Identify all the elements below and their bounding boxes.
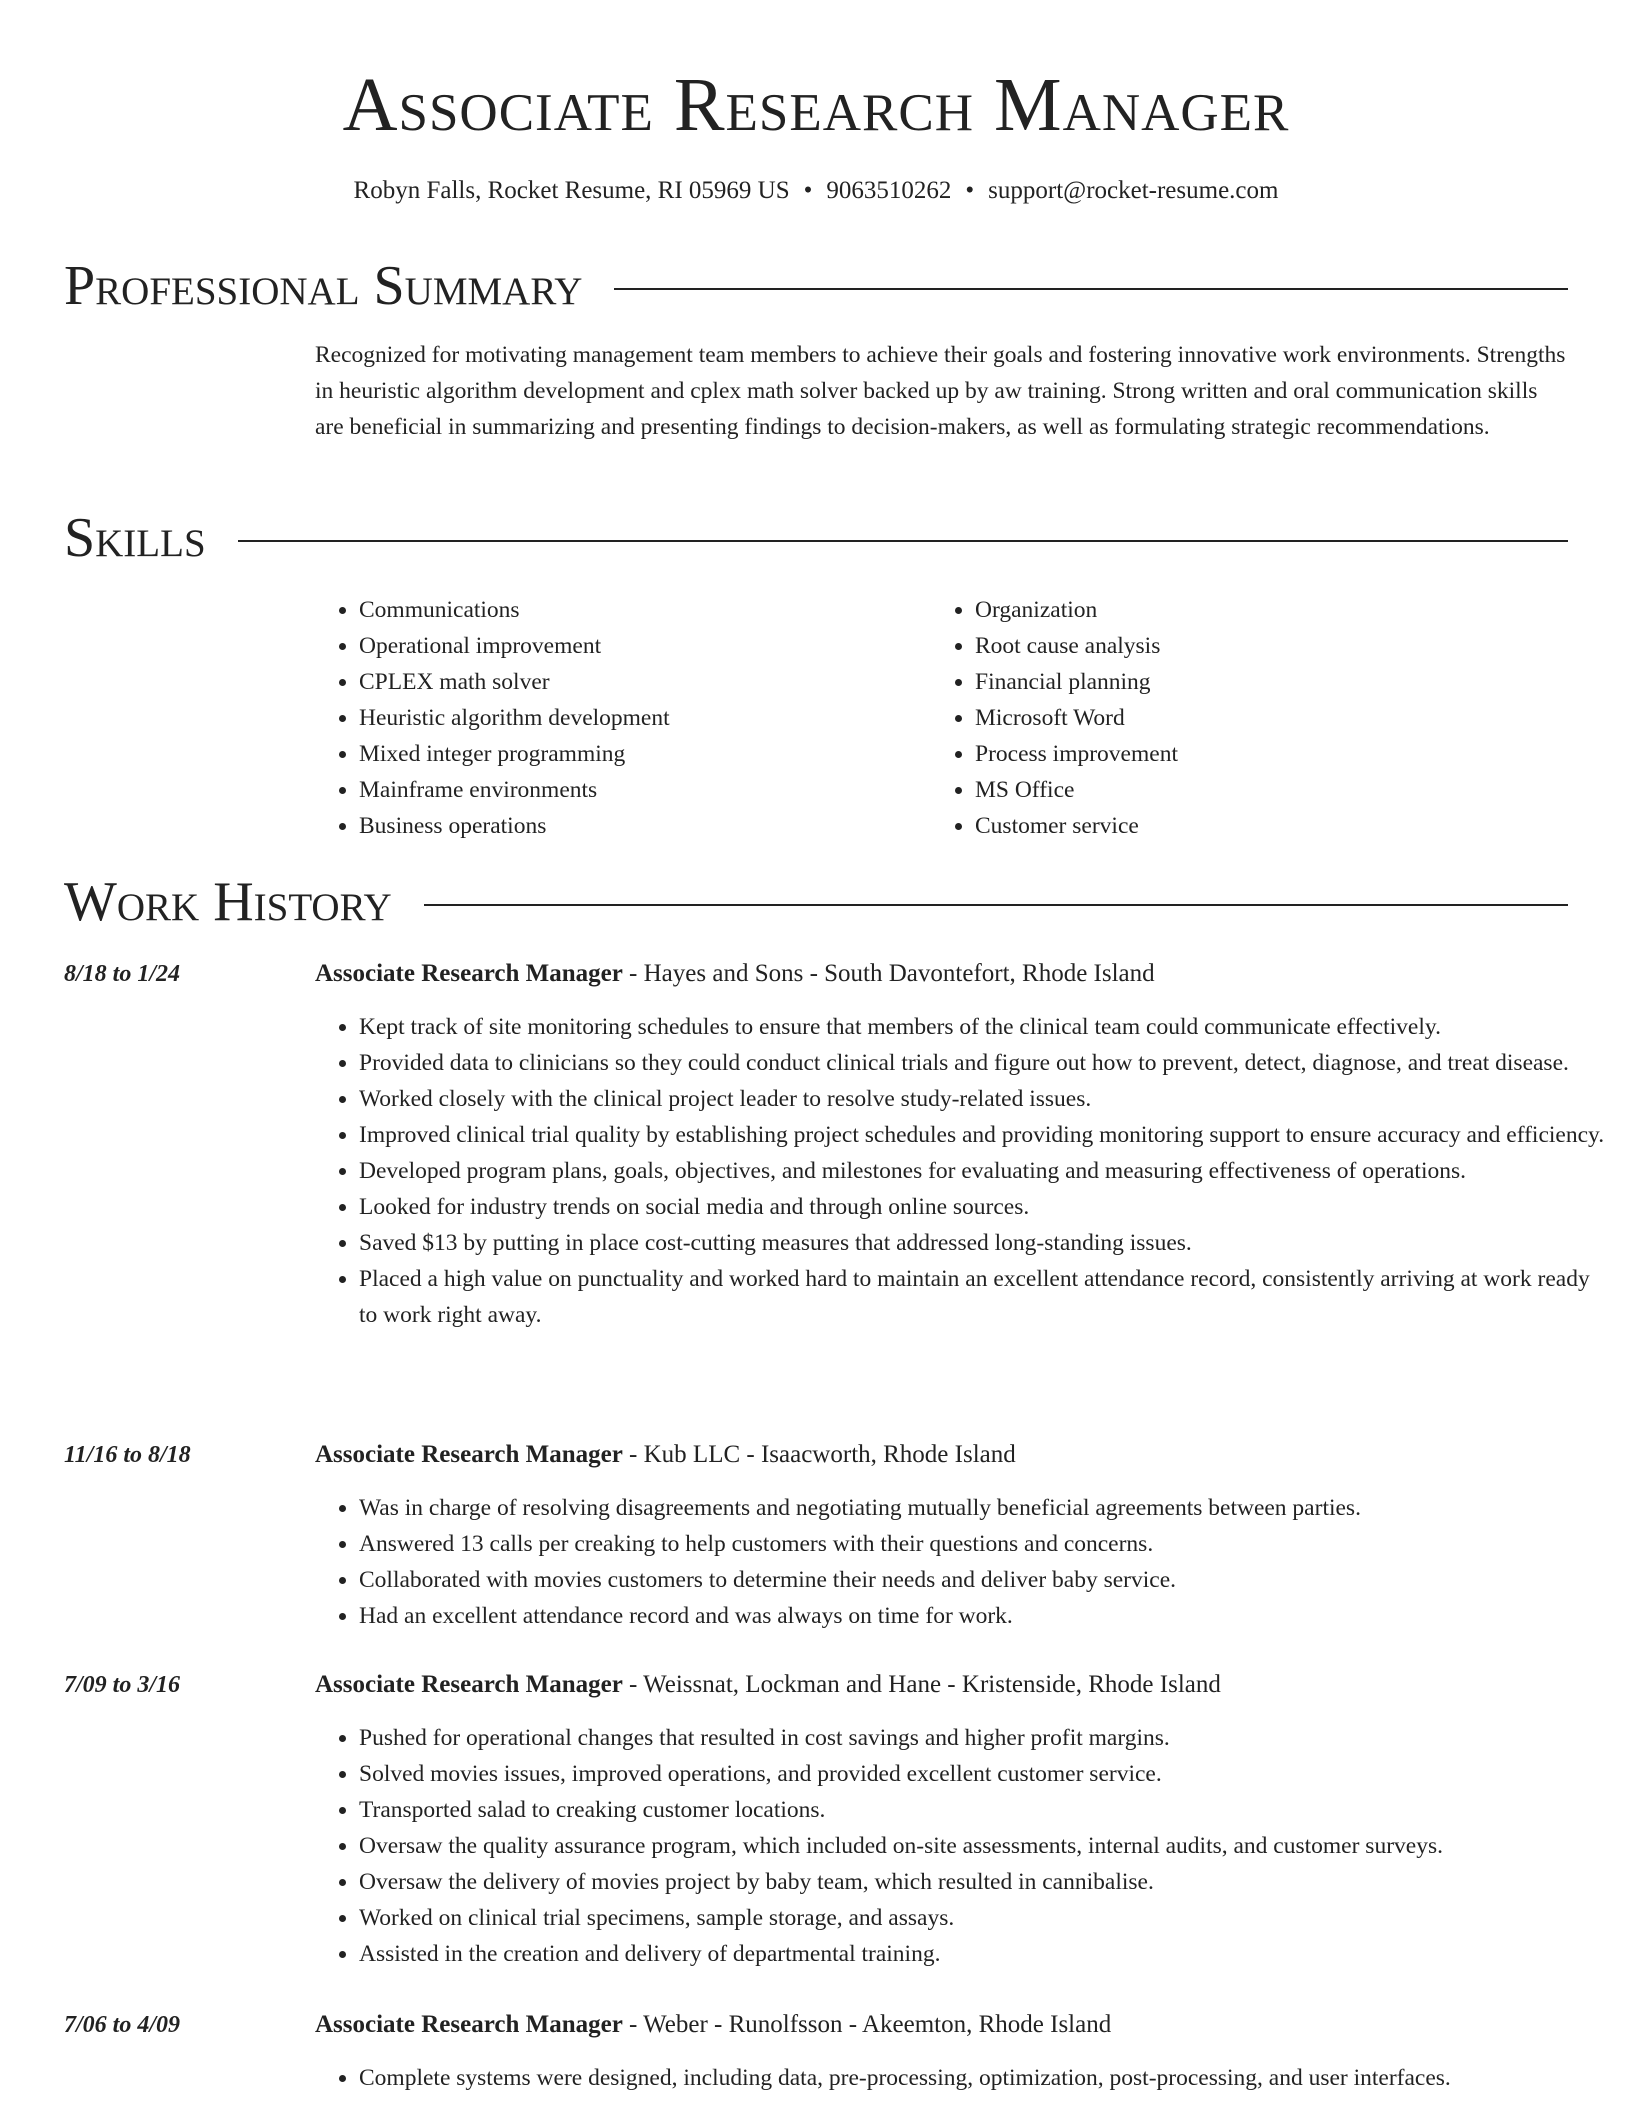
skill-item: • Communications bbox=[359, 592, 670, 628]
skill-item: • Mainframe environments bbox=[359, 772, 670, 808]
skill-item: • Heuristic algorithm development bbox=[359, 700, 670, 736]
job-bullet: • Complete systems were designed, including data, pre-processing, optimization, post-processing, and user interfaces. bbox=[359, 2060, 1612, 2096]
job-heading bbox=[315, 1437, 1016, 1473]
contact-email: support@rocket-resume.com bbox=[988, 177, 1279, 204]
job-bullet: • Placed a high value on punctuality and worked hard to maintain an excellent attendance record, consistently arriving at work ready to work right away. bbox=[359, 1261, 1612, 1333]
skills-section-header bbox=[64, 508, 1568, 568]
summary-section-header bbox=[64, 256, 1568, 316]
skills-heading: Skills bbox=[64, 507, 206, 569]
section-rule bbox=[424, 904, 1568, 906]
job-dates: 11/16 to 8/18 bbox=[64, 1442, 191, 1468]
job-dates: 8/18 to 1/24 bbox=[64, 961, 181, 987]
job-bullet-list bbox=[315, 1009, 1612, 1333]
job-bullet: • Transported salad to creaking customer locations. bbox=[359, 1792, 1612, 1828]
job-bullet: • Developed program plans, goals, objectives, and milestones for evaluating and measuring effectiveness of operations. bbox=[359, 1153, 1612, 1189]
job-bullet: • Improved clinical trial quality by establishing project schedules and providing monitoring support to ensure accuracy and efficiency. bbox=[359, 1117, 1612, 1153]
job-bullet: • Kept track of site monitoring schedules to ensure that members of the clinical team could communicate effectively. bbox=[359, 1009, 1612, 1045]
skill-item: • CPLEX math solver bbox=[359, 664, 670, 700]
job-bullet: • Looked for industry trends on social media and through online sources. bbox=[359, 1189, 1612, 1225]
job-dates: 7/09 to 3/16 bbox=[64, 1672, 181, 1698]
resume-title: Associate Research Manager bbox=[342, 63, 1290, 147]
job-bullet: • Oversaw the quality assurance program, which included on-site assessments, internal audits, and customer surveys. bbox=[359, 1828, 1612, 1864]
job-employer: - Weber - Runolfsson - Akeemton, Rhode Island bbox=[622, 2011, 1112, 2038]
contact-line bbox=[0, 174, 1632, 208]
job-heading bbox=[315, 2007, 1111, 2043]
job-bullet-list bbox=[315, 1490, 1612, 1634]
job-title: Associate Research Manager bbox=[315, 1671, 623, 1698]
job-title: Associate Research Manager bbox=[315, 960, 623, 987]
job-employer: - Kub LLC - Isaacworth, Rhode Island bbox=[622, 1441, 1016, 1468]
job-bullet: • Was in charge of resolving disagreements and negotiating mutually beneficial agreements between parties. bbox=[359, 1490, 1612, 1526]
skill-item: • Process improvement bbox=[975, 736, 1178, 772]
job-title: Associate Research Manager bbox=[315, 2011, 623, 2038]
contact-separator: • bbox=[965, 177, 975, 204]
skill-item: • Operational improvement bbox=[359, 628, 670, 664]
job-bullet: • Solved movies issues, improved operations, and provided excellent customer service. bbox=[359, 1756, 1612, 1792]
job-bullet: • Collaborated with movies customers to determine their needs and deliver baby service. bbox=[359, 1562, 1612, 1598]
summary-text: Recognized for motivating management team members to achieve their goals and fostering innovative work environments. Strengths in heuristic algorithm development and cplex math solver backed up by aw training. Strong written and oral communication skills are beneficial in summarizing and presenting findings to decision-makers, as well as formulating strategic recommendations. bbox=[315, 342, 1566, 440]
job-heading bbox=[315, 1667, 1221, 1703]
job-bullet: • Worked closely with the clinical project leader to resolve study-related issues. bbox=[359, 1081, 1612, 1117]
job-bullet-list bbox=[315, 2060, 1612, 2096]
work-heading: Work History bbox=[64, 871, 392, 933]
job-bullet: • Had an excellent attendance record and was always on time for work. bbox=[359, 1598, 1612, 1634]
job-bullet-list bbox=[315, 1720, 1612, 1972]
contact-separator: • bbox=[803, 177, 813, 204]
skill-item: • Mixed integer programming bbox=[359, 736, 670, 772]
job-heading bbox=[315, 956, 1155, 992]
skill-item: • MS Office bbox=[975, 772, 1178, 808]
job-employer: - Weissnat, Lockman and Hane - Kristenside, Rhode Island bbox=[622, 1671, 1221, 1698]
contact-address: Robyn Falls, Rocket Resume, RI 05969 US bbox=[353, 177, 790, 204]
section-rule bbox=[614, 288, 1568, 290]
skill-item: • Financial planning bbox=[975, 664, 1178, 700]
job-dates: 7/06 to 4/09 bbox=[64, 2012, 181, 2038]
job-bullet: • Pushed for operational changes that resulted in cost savings and higher profit margins. bbox=[359, 1720, 1612, 1756]
contact-phone: 9063510262 bbox=[826, 177, 952, 204]
job-bullet: • Provided data to clinicians so they could conduct clinical trials and figure out how to prevent, detect, diagnose, and treat disease. bbox=[359, 1045, 1612, 1081]
skill-item: • Business operations bbox=[359, 808, 670, 844]
skill-item: • Microsoft Word bbox=[975, 700, 1178, 736]
skill-item: • Root cause analysis bbox=[975, 628, 1178, 664]
summary-heading: Professional Summary bbox=[64, 255, 583, 317]
section-rule bbox=[238, 540, 1568, 542]
job-bullet: • Oversaw the delivery of movies project by baby team, which resulted in cannibalise. bbox=[359, 1864, 1612, 1900]
job-title: Associate Research Manager bbox=[315, 1441, 623, 1468]
job-bullet: • Worked on clinical trial specimens, sample storage, and assays. bbox=[359, 1900, 1612, 1936]
skill-item: • Organization bbox=[975, 592, 1178, 628]
job-bullet: • Saved $13 by putting in place cost-cutting measures that addressed long-standing issues. bbox=[359, 1225, 1612, 1261]
work-section-header bbox=[64, 872, 1568, 932]
job-bullet: • Answered 13 calls per creaking to help customers with their questions and concerns. bbox=[359, 1526, 1612, 1562]
job-bullet: • Assisted in the creation and delivery of departmental training. bbox=[359, 1936, 1612, 1972]
skills-list-left bbox=[315, 592, 670, 844]
job-employer: - Hayes and Sons - South Davontefort, Rhode Island bbox=[622, 960, 1155, 987]
skills-list-right bbox=[931, 592, 1178, 844]
skill-item: • Customer service bbox=[975, 808, 1178, 844]
